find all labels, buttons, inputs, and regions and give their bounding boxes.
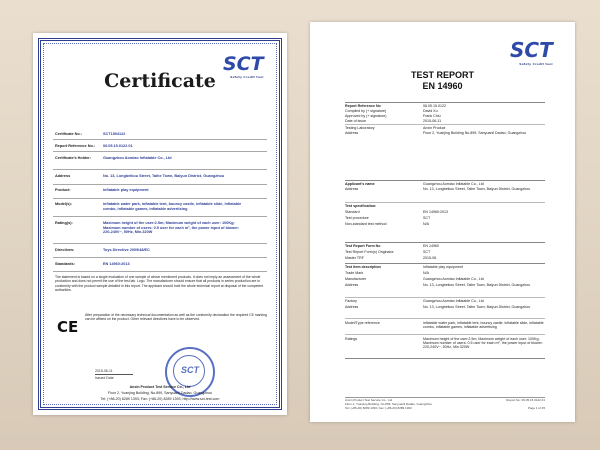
row-key: Master TRF	[345, 256, 364, 260]
row-key: Trade Mark	[345, 271, 364, 275]
field-label: Address	[55, 174, 71, 178]
row-key: Address	[345, 187, 359, 191]
field-value: SCT1504122	[103, 132, 126, 136]
field-label: Report Reference No.:	[55, 144, 96, 148]
row-key: Testing Laboratory	[345, 126, 375, 130]
row-key: Date of issue	[345, 119, 366, 123]
stamp-text: SCT	[181, 365, 199, 375]
row-value: Inflatable play equipment	[423, 265, 463, 269]
ce-paragraph: After preparation of the necessary technical documentation as well as the conformity declaration the required CE marking can be affixed on the product. Other relevant directives have to be observed.	[85, 313, 267, 322]
logo-text: SCT	[510, 38, 553, 62]
statement-paragraph: The statement is based on a single evaluation of one sample of above mentioned products. It does not imply an assessment of the whole production and does not permit the use of the test lab. Logo. The manufacturer should ensure that all products in series production are in conformity with the product sample detailed in this report. The applicant should hold the whole technical report at disposal of the competent authorities.	[55, 275, 264, 292]
divider	[345, 263, 545, 264]
field-label: Product:	[55, 188, 71, 192]
row-key: Applicant's name	[345, 182, 375, 186]
footer-contact: Tel: (+86-20) 8289 1393; Fax: (+86-20) 8289 1393	[345, 406, 412, 410]
row-value: Floor 2, Yuanjing Building No.899, Sanyuanli Dadao, Guangzhou	[423, 131, 527, 135]
divider	[345, 318, 545, 319]
divider	[345, 124, 545, 125]
row-value: Guangzhou Aomiao Inflatable Co., Ltd	[423, 299, 484, 303]
footer-address: Floor 2, Yuanjing Building, No.899, Sanyuanli Dadao, Guangzhou	[345, 402, 433, 406]
divider	[345, 102, 545, 103]
row-key: Compiled by (+ signature)	[345, 109, 387, 113]
field-ratings	[55, 221, 265, 235]
row-key: Ratings	[345, 337, 358, 341]
row-key: Test specification:	[345, 204, 377, 208]
report-title: TEST REPORT	[410, 70, 474, 80]
field-standards	[55, 262, 265, 267]
divider	[345, 297, 545, 298]
field-value: inflatable water park, inflatable tent, bouncy castle, inflatable slide, inflatable combo, inflatable games, inflatable advertising	[103, 202, 242, 211]
row-value: SCT	[423, 216, 431, 220]
footer-contact: Tel: (+86-20) 8289 1393; Fax: (+86-20) 8289 1393; http://www.sct-test.com	[100, 397, 220, 401]
row-key: Manufacturer	[345, 277, 367, 281]
field-product	[55, 188, 265, 193]
certificate-title: Certificate	[104, 70, 216, 92]
row-key: Model/Type reference	[345, 321, 380, 325]
field-directives	[55, 248, 265, 253]
divider	[53, 198, 267, 199]
divider	[345, 358, 545, 359]
divider	[53, 151, 267, 152]
footer-page-number: Page 1 of 45	[527, 406, 545, 410]
row-key: Non-standard test method	[345, 222, 387, 226]
issued-label: Issued Date	[95, 374, 133, 380]
certificate-page	[33, 33, 287, 415]
row-key: Address	[345, 283, 359, 287]
field-value: No. 13, Longbeikou Street, Taihe Town, Baiyun District, Guangzhou	[103, 174, 225, 178]
row-value: EN 14960	[423, 244, 439, 248]
row-value: inflatable water park, inflatable tent, bouncy castle, inflatable slide, inflatable combo, inflatable games, inflatable advertising	[423, 321, 544, 330]
row-value: Frank Chiu	[423, 114, 441, 118]
row-value: 2015-06	[423, 256, 437, 260]
row-value: SCT	[423, 250, 431, 254]
field-value: Inflatable play equipment	[103, 188, 149, 192]
row-key: Test Report Form(s) Originator	[345, 250, 394, 254]
test-report-page	[310, 22, 575, 422]
divider	[53, 169, 267, 170]
row-key: Test item description	[345, 265, 381, 269]
row-value: N/A	[423, 271, 429, 275]
footer-company: Anxin Product Test Service Co., Ltd	[129, 385, 191, 389]
divider	[345, 242, 545, 243]
logo-tagline: Safety Credit tool	[230, 75, 264, 79]
ce-mark: CE	[57, 318, 79, 336]
row-value: N/A	[423, 222, 429, 226]
report-subtitle: EN 14960	[422, 81, 463, 91]
field-value: Maximum height of the user:2.5m; Maximum weight of each user: 100Kg; Maximum number of users: 0.5 user for each m², the power input of blower: 220-240V~, 50Hz, Min.320W	[103, 221, 240, 235]
field-certificate-no	[55, 132, 265, 137]
divider	[345, 202, 545, 203]
footer-address: Floor 2, Yuanjing Building, No.899, Sanyuanli Dadao, Guangzhou	[107, 391, 213, 395]
field-value: 06.05.15.0122.01	[103, 144, 133, 148]
divider	[345, 334, 545, 335]
field-label: Model(s):	[55, 202, 72, 206]
row-value: No. 13, Longbeikou Street, Taihe Town, Baiyun District, Guangzhou	[423, 305, 531, 309]
logo-tagline: Safety Credit tool	[519, 62, 553, 66]
field-label: Standards:	[55, 262, 75, 266]
field-label: Certificate's Holder:	[55, 156, 91, 160]
row-key: Test procedure	[345, 216, 369, 220]
field-models	[55, 202, 265, 212]
row-value: EN 14960:2013	[423, 210, 448, 214]
logo-text: SCT	[223, 53, 264, 75]
divider	[53, 257, 267, 258]
row-key: Approved by (+ signature)	[345, 114, 387, 118]
divider	[53, 216, 267, 217]
divider	[53, 139, 267, 140]
row-value: Anxin Product	[423, 126, 446, 130]
field-label: Directives:	[55, 248, 75, 252]
field-value: EN 14960:2013	[103, 262, 130, 266]
field-label: Rating(s):	[55, 221, 73, 225]
field-report-ref	[55, 144, 265, 149]
row-value: Guangzhou Aomiao Inflatable Co., Ltd	[423, 277, 484, 281]
divider	[53, 243, 267, 244]
field-address	[55, 174, 265, 179]
row-key: Factory	[345, 299, 357, 303]
divider	[53, 271, 267, 272]
field-holder	[55, 156, 265, 161]
divider	[345, 180, 545, 181]
field-value: Toys Directive 2009/48/EC	[103, 248, 150, 252]
row-value: Maximum height of the user:2.5m; Maximum weight of each user: 100Kg; Maximum number of users: 0.5 user for each m², the power input of blower: 220-240V~, 50Hz, Min.320W	[423, 337, 543, 350]
row-value: David Xu	[423, 109, 438, 113]
row-value: 06.05.15.0122	[423, 104, 446, 108]
footer-report-ref: Report No: 06.05.15.0122.01	[506, 398, 545, 402]
row-value: No. 13, Longbeikou Street, Taihe Town, Baiyun District, Guangzhou	[423, 283, 531, 287]
field-value: Guangzhou Aomiao Inflatable Co., Ltd	[103, 156, 172, 160]
divider	[53, 184, 267, 185]
row-value: Guangzhou Aomiao Inflatable Co., Ltd	[423, 182, 484, 186]
row-key: Address	[345, 131, 359, 135]
row-value: 2015-06-11	[423, 119, 442, 123]
sct-logo	[510, 38, 553, 66]
field-label: Certificate No.:	[55, 132, 83, 136]
row-value: No. 13, Longbeikou Street, Taihe Town, Baiyun District, Guangzhou	[423, 187, 531, 191]
row-key: Report Reference No	[345, 104, 381, 108]
footer-company: Anxin Product Test Service Co., Ltd	[345, 398, 393, 402]
row-key: Test Report Form No	[345, 244, 381, 248]
row-key: Address	[345, 305, 359, 309]
row-key: Standard	[345, 210, 360, 214]
issue-date: 2015-06-11	[95, 369, 113, 373]
